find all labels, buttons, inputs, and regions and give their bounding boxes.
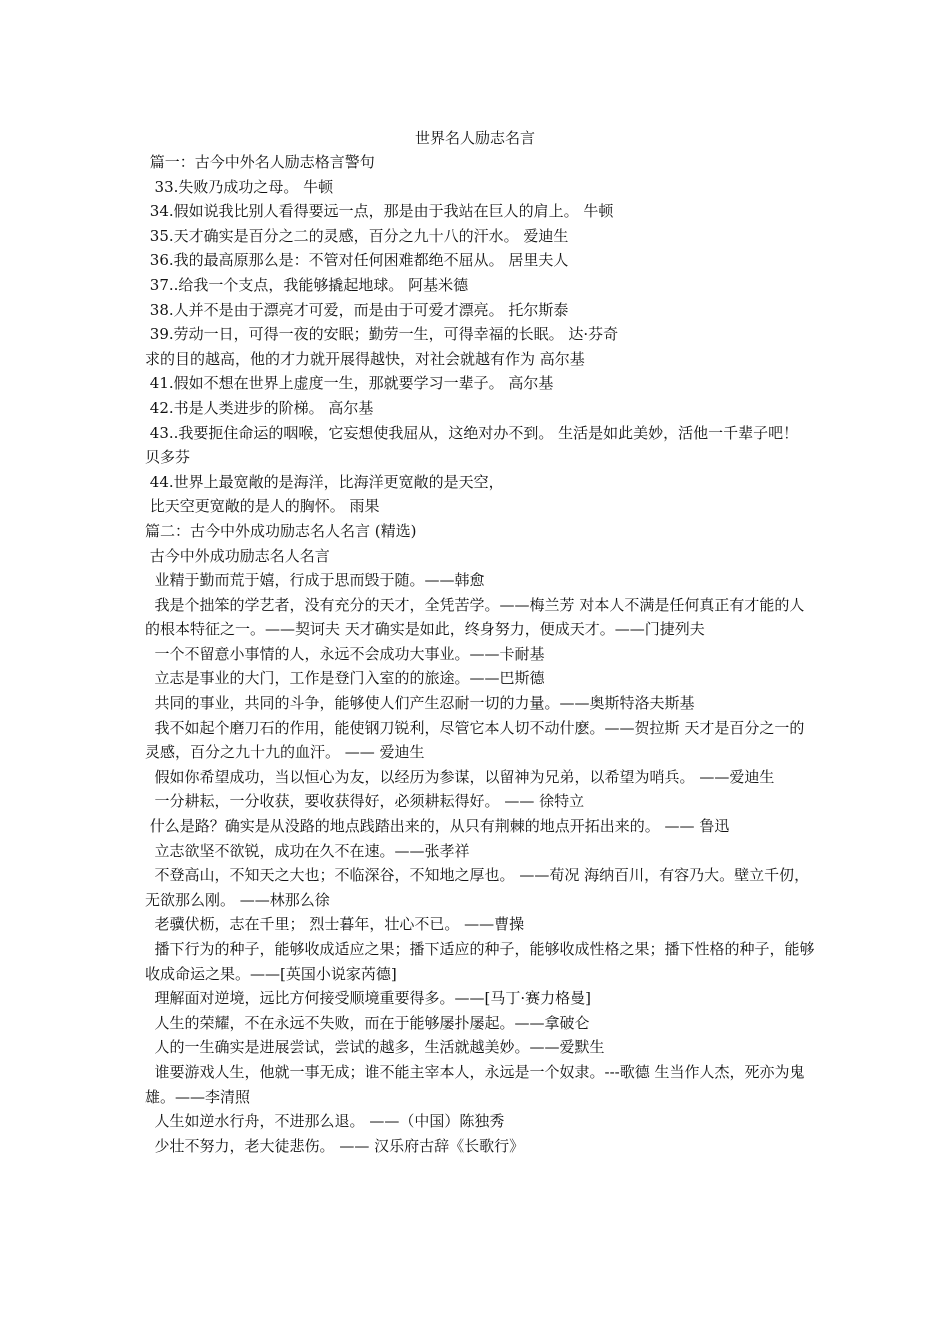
text-line: 少壮不努力，老大徒悲伤。 —— 汉乐府古辞《长歌行》 <box>145 1136 525 1155</box>
text-line: 立志欲坚不欲锐，成功在久不在速。——张孝祥 <box>145 841 470 860</box>
text-line: 什么是路？确实是从没路的地点践踏出来的，从只有荆棘的地点开拓出来的。 —— 鲁迅 <box>145 817 730 836</box>
text-line: 39.劳动一日，可得一夜的安眠；勤劳一生，可得幸福的长眠。 达·芬奇 <box>145 325 619 344</box>
document-title: 世界名人励志名言 <box>414 129 535 147</box>
text-line: 老骥伏枥，志在千里； 烈士暮年，壮心不已。 ——曹操 <box>145 915 525 934</box>
text-line: 人生的荣耀，不在永远不失败，而在于能够屡扑屡起。——拿破仑 <box>145 1013 590 1032</box>
text-line: 43..我要扼住命运的咽喉，它妄想使我屈从，这绝对办不到。 生活是如此美妙，活他一千辈子吧！ 贝多芬 <box>145 423 803 467</box>
text-line: 42.书是人类进步的阶梯。 高尔基 <box>145 398 374 417</box>
text-line: 立志是事业的大门，工作是登门入室的的旅途。——巴斯德 <box>145 669 545 688</box>
text-line: 古今中外成功励志名人名言 <box>145 546 330 565</box>
section-heading: 篇二：古今中外成功励志名人名言 (精选) <box>145 521 417 540</box>
text-line: 共同的事业，共同的斗争，能够使人们产生忍耐一切的力量。——奥斯特洛夫斯基 <box>145 694 695 713</box>
text-line: 谁要游戏人生，他就一事无成；谁不能主宰本人，永远是一个奴隶。---歌德 生当作人杰，死亦为鬼雄。——李清照 <box>145 1062 805 1106</box>
text-line: 41.假如不想在世界上虚度一生，那就要学习一辈子。 高尔基 <box>145 374 554 393</box>
text-line: 一分耕耘，一分收获，要收获得好，必须耕耘得好。 —— 徐特立 <box>145 792 585 811</box>
text-line: 33.失败乃成功之母。 牛顿 <box>145 177 334 196</box>
text-line: 不登高山，不知天之大也；不临深谷，不知地之厚也。 ——荀况 海纳百川，有容乃大。壁立千仞，无欲那么刚。 ——林那么徐 <box>145 866 810 909</box>
text-line: 37..给我一个支点，我能够撬起地球。 阿基米德 <box>145 275 469 294</box>
text-line: 36.我的最高原那么是：不管对任何困难都绝不屈从。 居里夫人 <box>145 251 569 270</box>
text-line: 求的目的越高，他的才力就开展得越快，对社会就越有作为 高尔基 <box>145 349 585 368</box>
text-line: 34.假如说我比别人看得要远一点，那是由于我站在巨人的肩上。 牛顿 <box>145 202 614 221</box>
text-line: 人生如逆水行舟，不进那么退。 ——（中国）陈独秀 <box>145 1112 505 1131</box>
text-line: 44.世界上最宽敞的是海洋，比海洋更宽敞的是天空， <box>145 472 504 491</box>
document-body <box>145 150 815 1158</box>
text-line: 我是个拙笨的学艺者，没有充分的天才，全凭苦学。——梅兰芳 对本人不满是任何真正有才能的人的根本特征之一。——契诃夫 天才确实是如此，终身努力，便成天才。——门捷列夫 <box>145 595 805 639</box>
text-line: 我不如起个磨刀石的作用，能使钢刀锐利，尽管它本人切不动什麽。——贺拉斯 天才是百分之一的灵感，百分之九十九的血汗。 —— 爱迪生 <box>145 718 805 762</box>
text-line: 比天空更宽敞的是人的胸怀。 雨果 <box>145 497 380 516</box>
text-line: 理解面对逆境，远比方何接受顺境重要得多。——[马丁·赛力格曼] <box>145 989 592 1008</box>
text-line: 一个不留意小事情的人，永远不会成功大事业。——卡耐基 <box>145 644 545 663</box>
text-line: 播下行为的种子，能够收成适应之果；播下适应的种子，能够收成性格之果；播下性格的种子，能够收成命运之果。——[英国小说家芮德] <box>145 940 815 983</box>
text-line: 人的一生确实是进展尝试，尝试的越多，生活就越美妙。——爱默生 <box>145 1038 605 1057</box>
text-line: 假如你希望成功，当以恒心为友，以经历为参谋，以留神为兄弟，以希望为哨兵。 ——爱迪生 <box>145 767 775 786</box>
text-line: 38.人并不是由于漂亮才可爱，而是由于可爱才漂亮。 托尔斯泰 <box>145 300 569 319</box>
text-line: 篇一：古今中外名人励志格言警句 <box>145 153 375 171</box>
text-line: 业精于勤而荒于嬉，行成于思而毁于随。——韩愈 <box>145 571 485 590</box>
text-line: 35.天才确实是百分之二的灵感，百分之九十八的汗水。 爱迪生 <box>145 226 569 245</box>
